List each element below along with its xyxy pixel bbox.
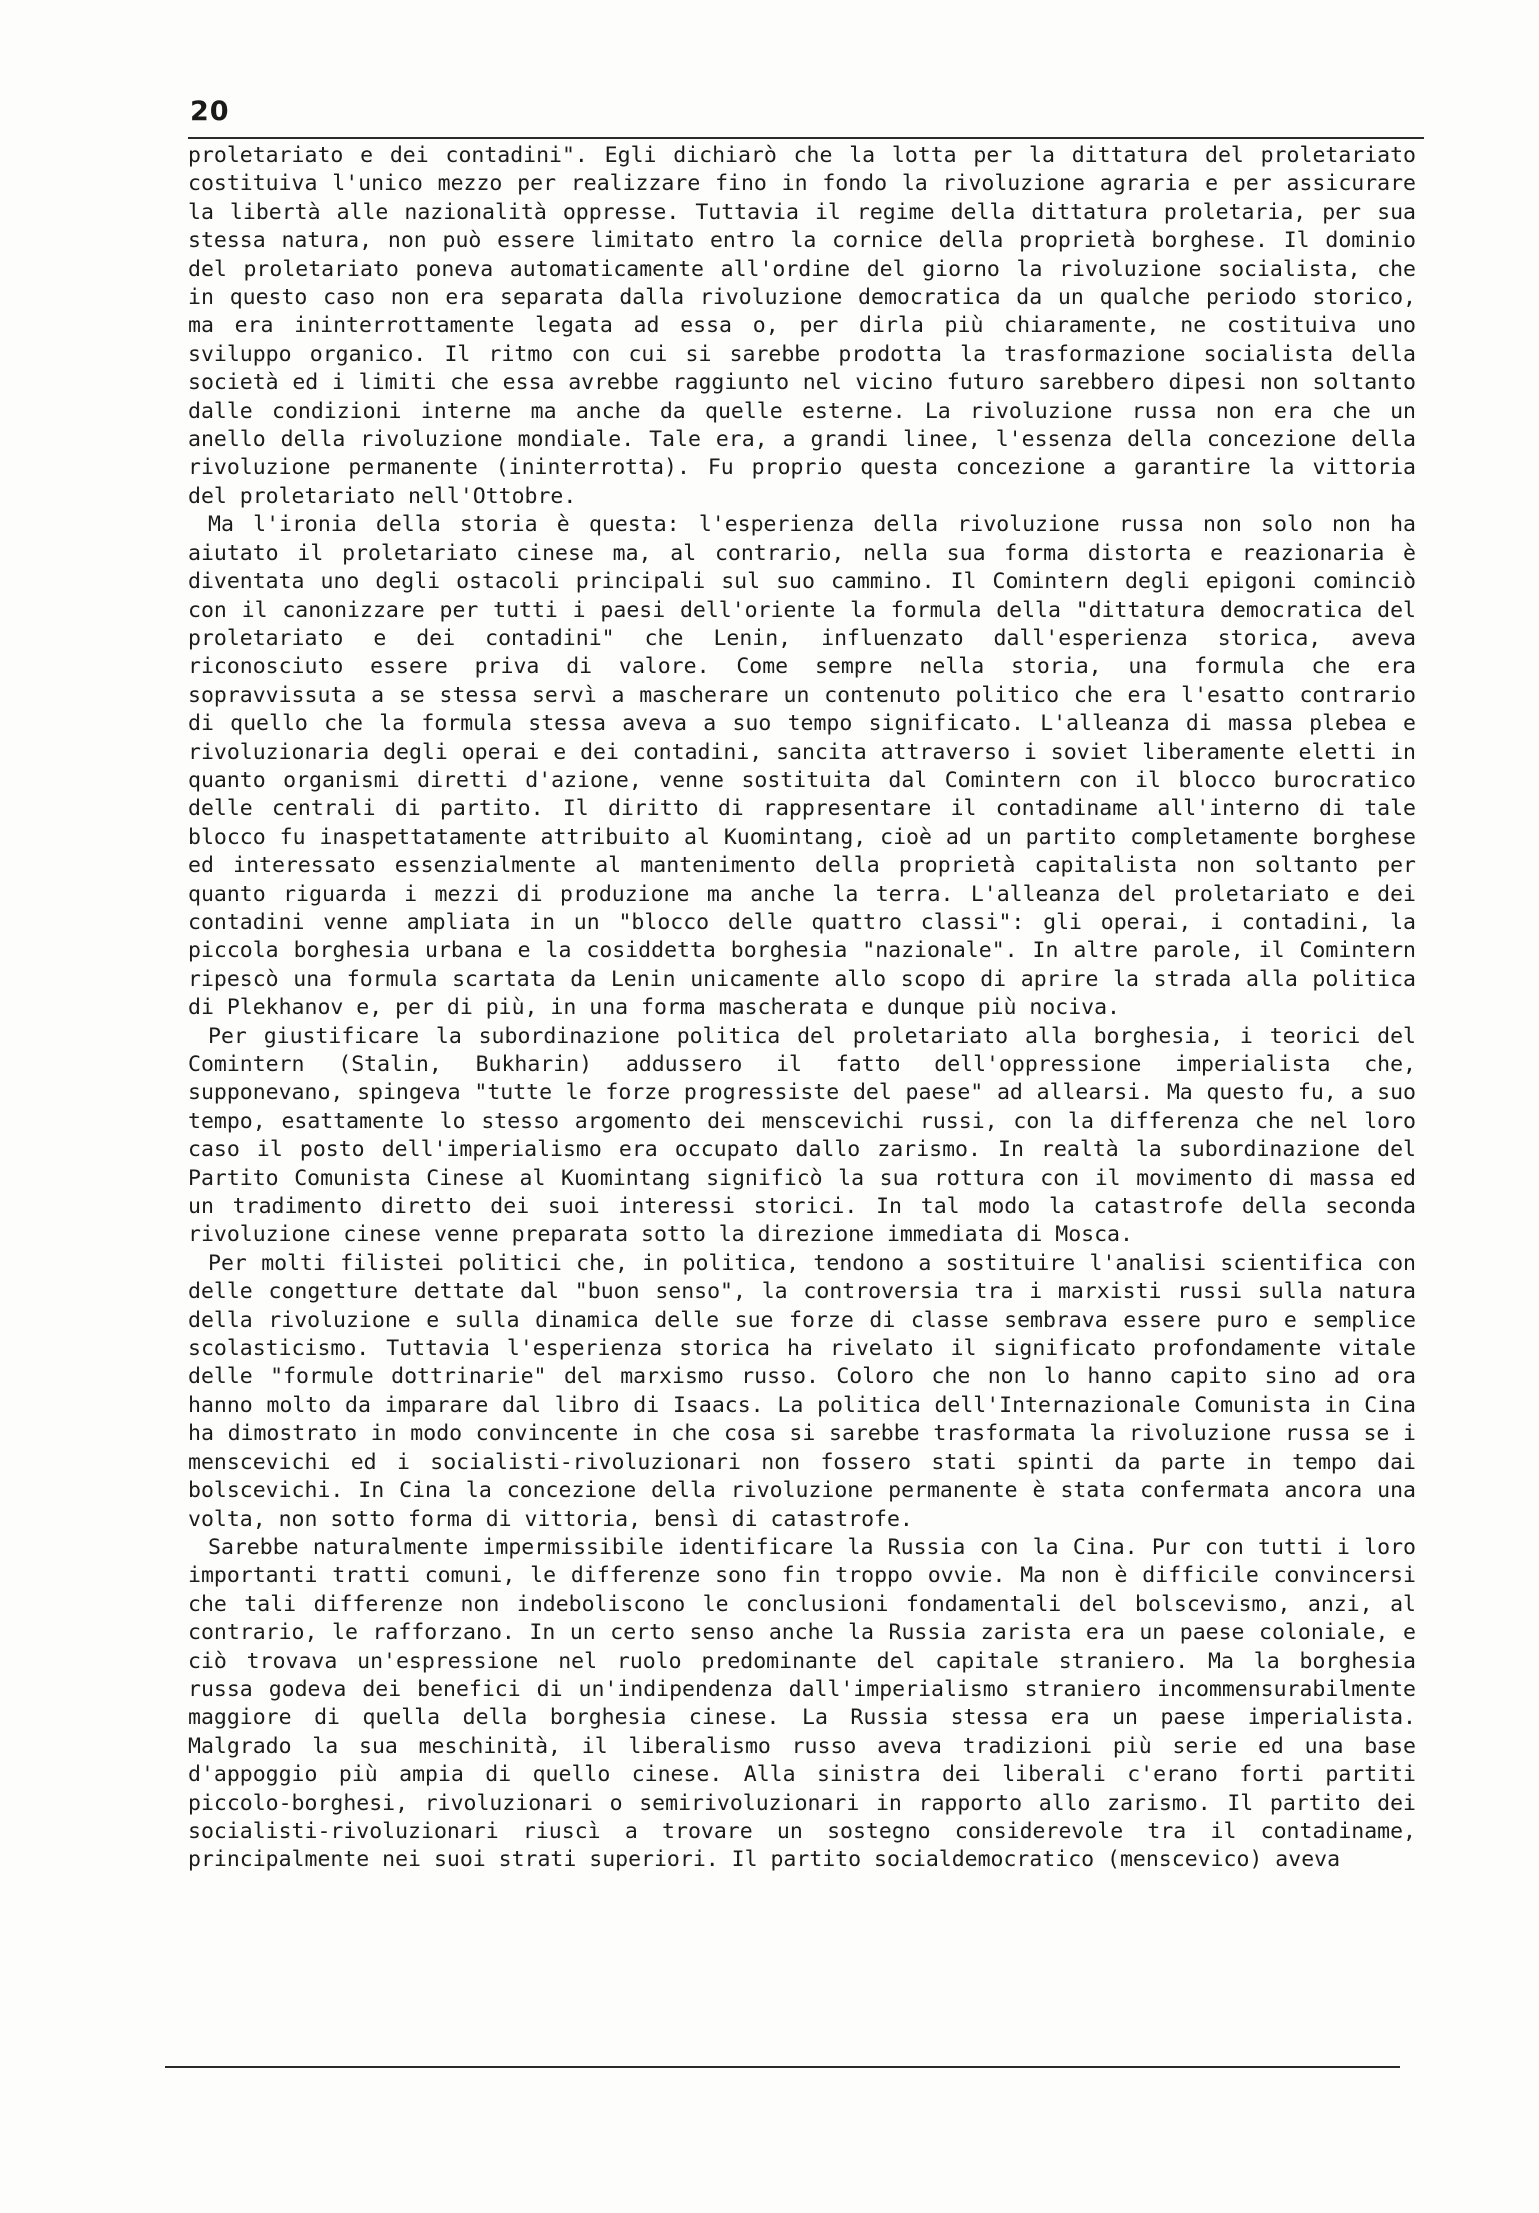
paragraph: Per giustificare la subordinazione politica del proletariato alla borghesia, i teorici del Comintern (Stalin, Bukharin) addussero il fatto dell'oppressione imperialista che, supponevano, spingeva "tutte le forze progressiste del paese" ad allearsi. Ma questo fu, a suo tempo, esattamente lo stesso argomento dei menscevichi russi, con la differenza che nel loro caso il posto dell'imperialismo era occupato dallo zarismo. In realtà la subordinazione del Partito Comunista Cinese al Kuomintang significò la sua rottura con il movimento di massa ed un tradimento diretto dei suoi interessi storici. In tal modo la catastrofe della seconda rivoluzione cinese venne preparata sotto la direzione immediata di Mosca. <box>188 1023 1416 1248</box>
header-rule <box>188 137 1424 139</box>
footer-rule <box>165 2066 1400 2068</box>
paragraph: Per molti filistei politici che, in politica, tendono a sostituire l'analisi scientifica con delle congetture dettate dal "buon senso", la controversia tra i marxisti russi sulla natura della rivoluzione e sulla dinamica delle sue forze di classe sembrava essere puro e semplice scolasticismo. Tuttavia l'esperienza storica ha rivelato il significato profondamente vitale delle "formule dottrinarie" del marxismo russo. Coloro che non lo hanno capito sino ad ora hanno molto da imparare dal libro di Isaacs. La politica dell'Internazionale Comunista in Cina ha dimostrato in modo convincente in che cosa si sarebbe trasformata la rivoluzione russa se i menscevichi ed i socialisti-rivoluzionari non fossero stati spinti da parte in tempo dai bolscevichi. In Cina la concezione della rivoluzione permanente è stata confermata ancora una volta, non sotto forma di vittoria, bensì di catastrofe. <box>188 1250 1416 1532</box>
paragraph: proletariato e dei contadini". Egli dichiarò che la lotta per la dittatura del proletariato costituiva l'unico mezzo per realizzare fino in fondo la rivoluzione agraria e per assicurare la libertà alle nazionalità oppresse. Tuttavia il regime della dittatura proletaria, per sua stessa natura, non può essere limitato entro la cornice della proprietà borghese. Il dominio del proletariato poneva automaticamente all'ordine del giorno la rivoluzione socialista, che in questo caso non era separata dalla rivoluzione democratica da un qualche periodo storico, ma era ininterrottamente legata ad essa o, per dirla più chiaramente, ne costituiva uno sviluppo organico. Il ritmo con cui si sarebbe prodotta la trasformazione socialista della società ed i limiti che essa avrebbe raggiunto nel vicino futuro sarebbero dipesi non soltanto dalle condizioni interne ma anche da quelle esterne. La rivoluzione russa non era che un anello della rivoluzione mondiale. Tale era, a grandi linee, l'essenza della concezione della rivoluzione permanente (ininterrotta). Fu proprio questa concezione a garantire la vittoria del proletariato nell'Ottobre. <box>188 143 1416 509</box>
body-text <box>188 142 1416 1875</box>
page-number: 20 <box>190 96 230 127</box>
paragraph: Sarebbe naturalmente impermissibile identificare la Russia con la Cina. Pur con tutti i loro importanti tratti comuni, le differenze sono fin troppo ovvie. Ma non è difficile convincersi che tali differenze non indeboliscono le conclusioni fondamentali del bolscevismo, anzi, al contrario, le rafforzano. In un certo senso anche la Russia zarista era un paese coloniale, e ciò trovava un'espressione nel ruolo predominante del capitale straniero. Ma la borghesia russa godeva dei benefici di un'indipendenza dall'imperialismo straniero incommensurabilmente maggiore di quella della borghesia cinese. La Russia stessa era un paese imperialista. Malgrado la sua meschinità, il liberalismo russo aveva tradizioni più serie ed una base d'appoggio più ampia di quello cinese. Alla sinistra dei liberali c'erano forti partiti piccolo-borghesi, rivoluzionari o semirivoluzionari in rapporto allo zarismo. Il partito dei socialisti-rivoluzionari riuscì a trovare un sostegno considerevole tra il contadiname, principalmente nei suoi strati superiori. Il partito socialdemocratico (menscevico) aveva <box>188 1534 1416 1873</box>
paragraph: Ma l'ironia della storia è questa: l'esperienza della rivoluzione russa non solo non ha aiutato il proletariato cinese ma, al contrario, nella sua forma distorta e reazionaria è diventata uno degli ostacoli principali sul suo cammino. Il Comintern degli epigoni cominciò con il canonizzare per tutti i paesi dell'oriente la formula della "dittatura democratica del proletariato e dei contadini" che Lenin, influenzato dall'esperienza storica, aveva riconosciuto essere priva di valore. Come sempre nella storia, una formula che era sopravvissuta a se stessa servì a mascherare un contenuto politico che era l'esatto contrario di quello che la formula stessa aveva a suo tempo significato. L'alleanza di massa plebea e rivoluzionaria degli operai e dei contadini, sancita attraverso i soviet liberamente eletti in quanto organismi diretti d'azione, venne sostituita dal Comintern con il blocco burocratico delle centrali di partito. Il diritto di rappresentare il contadiname all'interno di tale blocco fu inaspettatamente attribuito al Kuomintang, cioè ad un partito completamente borghese ed interessato essenzialmente al mantenimento della proprietà capitalista non soltanto per quanto riguarda i mezzi di produzione ma anche la terra. L'alleanza del proletariato e dei contadini venne ampliata in un "blocco delle quattro classi": gli operai, i contadini, la piccola borghesia urbana e la cosiddetta borghesia "nazionale". In altre parole, il Comintern ripescò una formula scartata da Lenin unicamente allo scopo di aprire la strada alla politica di Plekhanov e, per di più, in una forma mascherata e dunque più nociva. <box>188 512 1416 1021</box>
